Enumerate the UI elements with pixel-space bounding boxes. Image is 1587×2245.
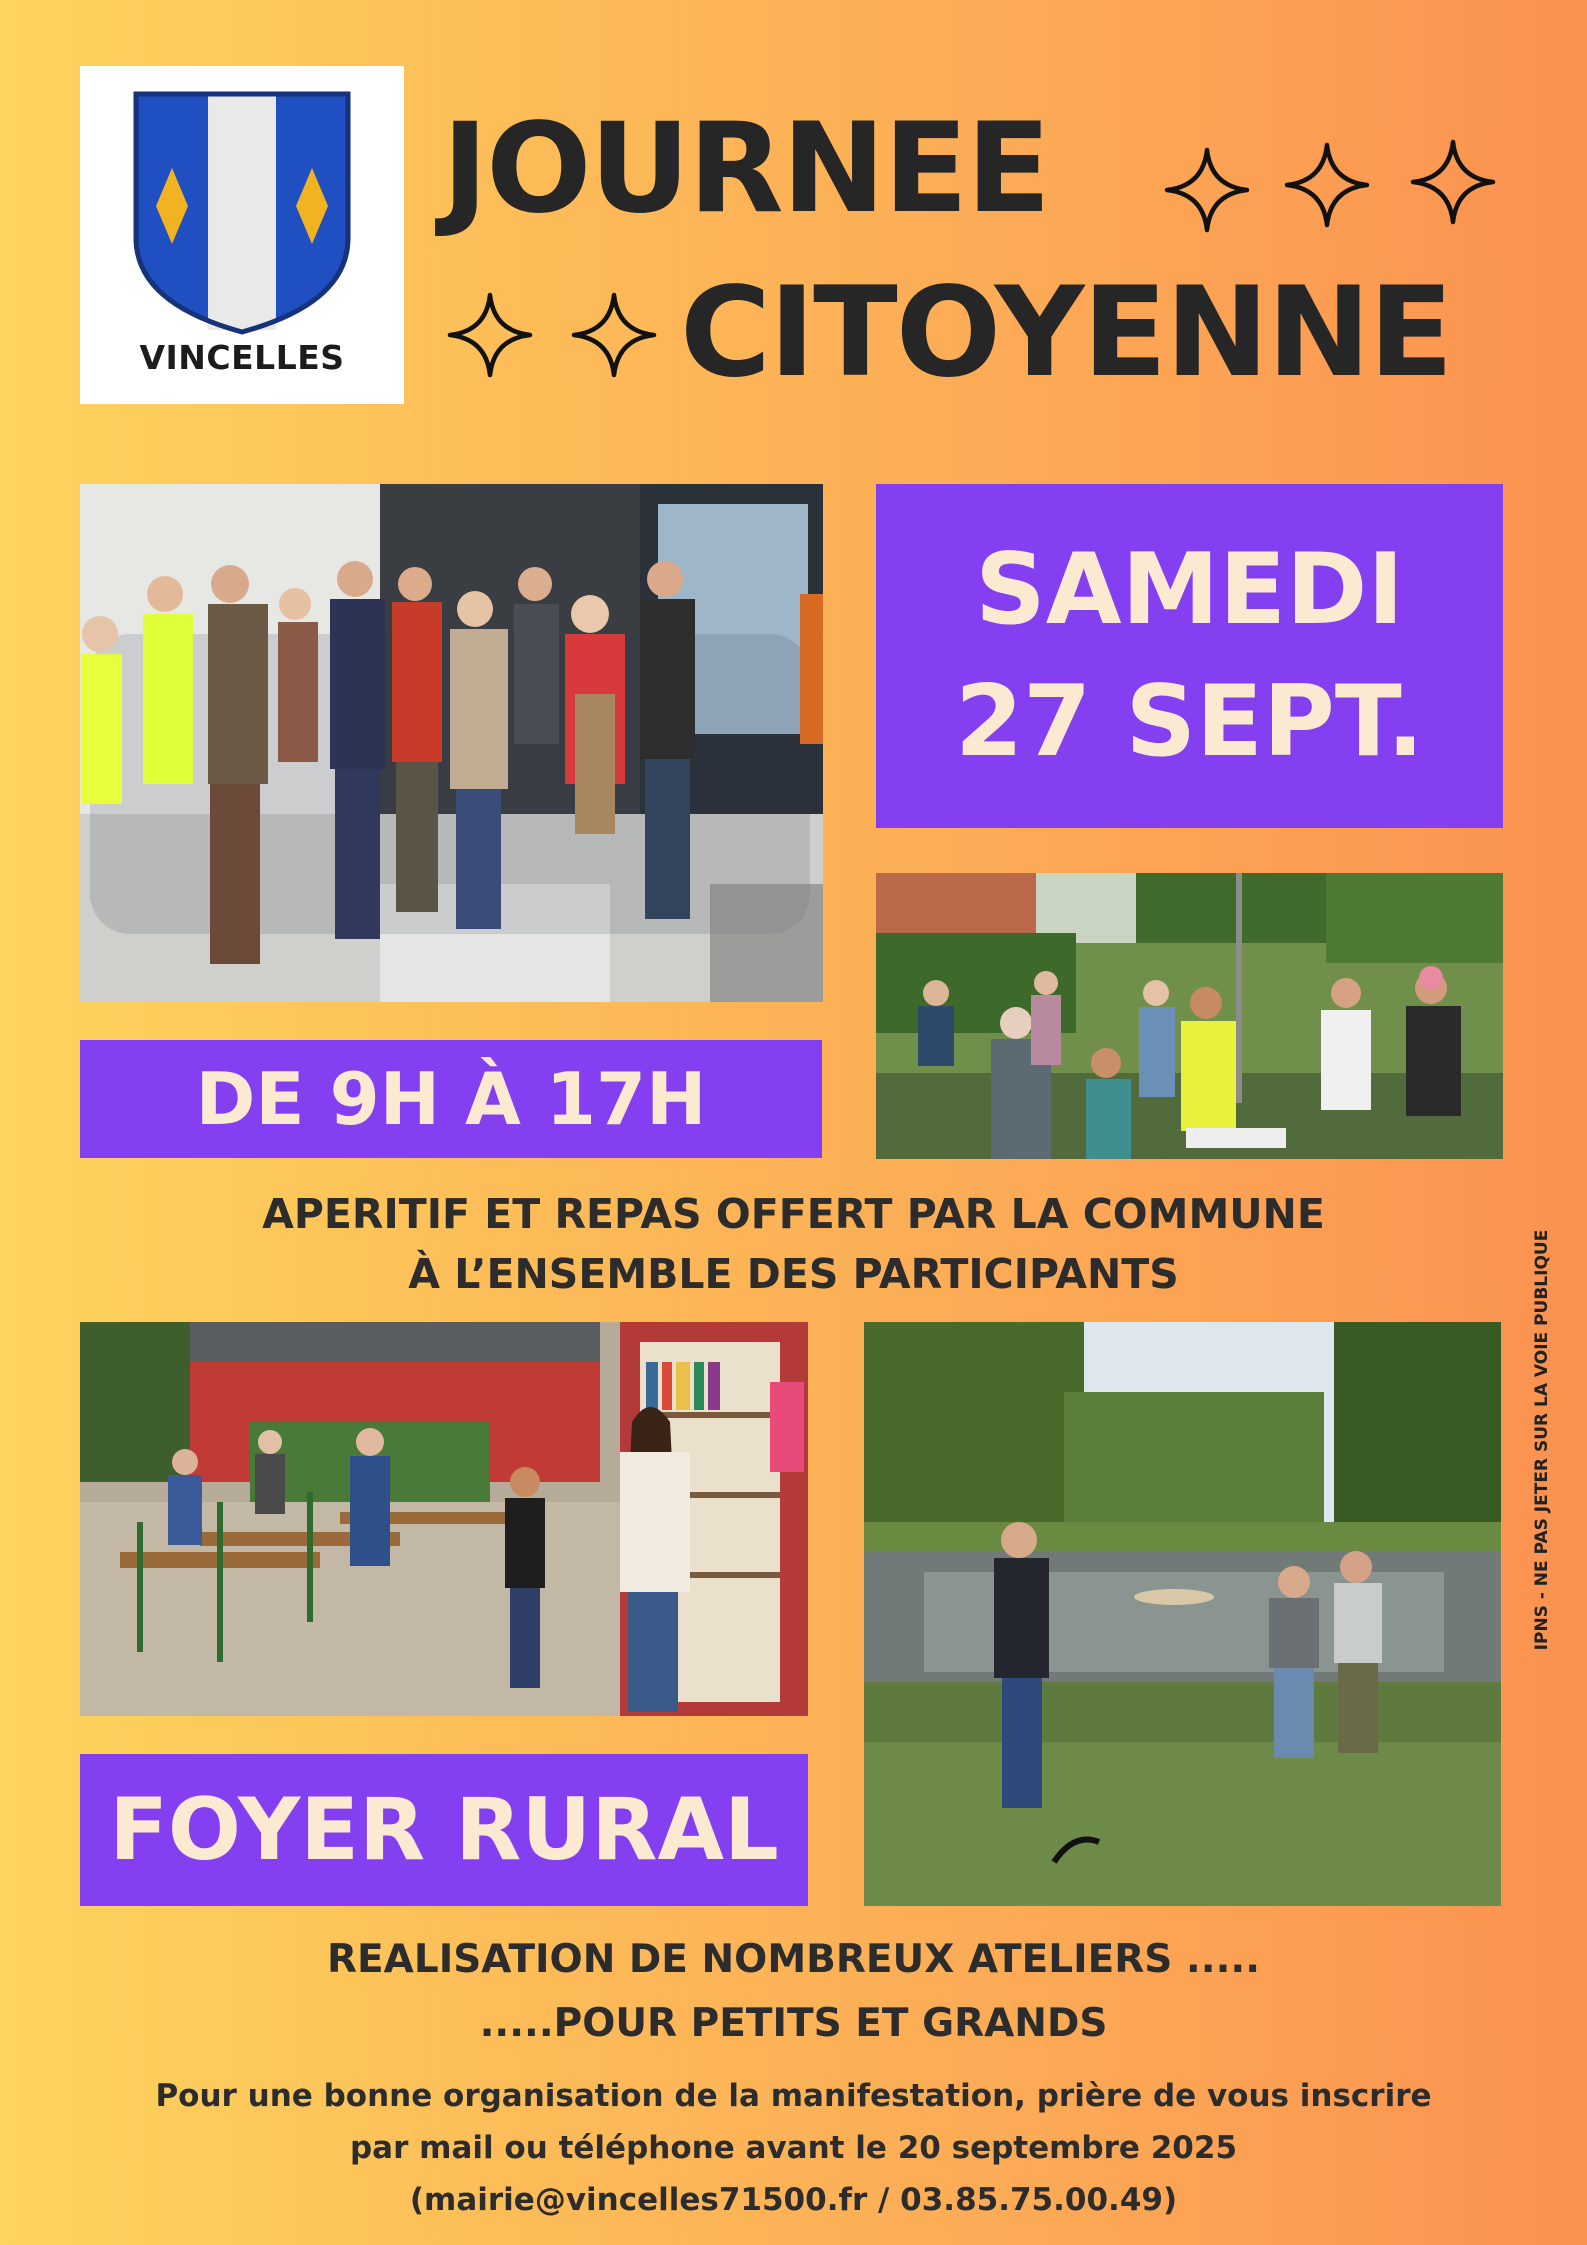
logo-caption: VINCELLES: [139, 338, 345, 377]
aperitif-garden-photo-icon: [876, 873, 1503, 1159]
side-note-text: IPNS - NE PAS JETER SUR LA VOIE PUBLIQUE: [1532, 1229, 1552, 1651]
sparkle-star-icon: [450, 295, 530, 375]
meal-info: [0, 1184, 1587, 1304]
sparkle-star-icon: [1413, 142, 1493, 222]
riverbank-photo: [864, 1322, 1501, 1906]
title-line-1: JOURNEE: [442, 97, 1049, 241]
sparkle-stars: [0, 0, 1587, 420]
registration-line-1: Pour une bonne organisation de la manifestation, prière de vous inscrire: [155, 2078, 1432, 2114]
venue-box: FOYER RURAL: [80, 1754, 808, 1906]
meal-line-2: À L’ENSEMBLE DES PARTICIPANTS: [408, 1250, 1179, 1298]
registration-contact: (mairie@vincelles71500.fr / 03.85.75.00.49): [409, 2182, 1178, 2218]
workshops-line-1: REALISATION DE NOMBREUX ATELIERS .....: [326, 1937, 1261, 1982]
date-day: SAMEDI: [975, 533, 1404, 647]
registration-line-2: par mail ou téléphone avant le 20 septembre 2025: [349, 2130, 1238, 2166]
workshop-photo: [80, 1322, 808, 1716]
riverbank-cleanup-photo-icon: [864, 1322, 1501, 1906]
registration-info: [0, 2070, 1587, 2226]
date-box: [876, 484, 1503, 828]
date-date: 27 SEPT.: [954, 665, 1425, 779]
hours-box: DE 9H À 17H: [80, 1040, 822, 1158]
workshops-line-2: .....POUR PETITS ET GRANDS: [479, 2001, 1108, 2046]
title-line-2: CITOYENNE: [680, 261, 1452, 405]
group-photo-hall-icon: [80, 484, 823, 1002]
workshops-info: [0, 1928, 1587, 2056]
group-photo: [80, 484, 823, 1002]
aperitif-photo: [876, 873, 1503, 1159]
sparkle-star-icon: [574, 295, 654, 375]
sparkle-star-icon: [1287, 145, 1367, 225]
bench-painting-book-box-photo-icon: [80, 1322, 808, 1716]
sparkle-star-icon: [1167, 150, 1247, 230]
meal-line-1: APERITIF ET REPAS OFFERT PAR LA COMMUNE: [262, 1190, 1325, 1238]
